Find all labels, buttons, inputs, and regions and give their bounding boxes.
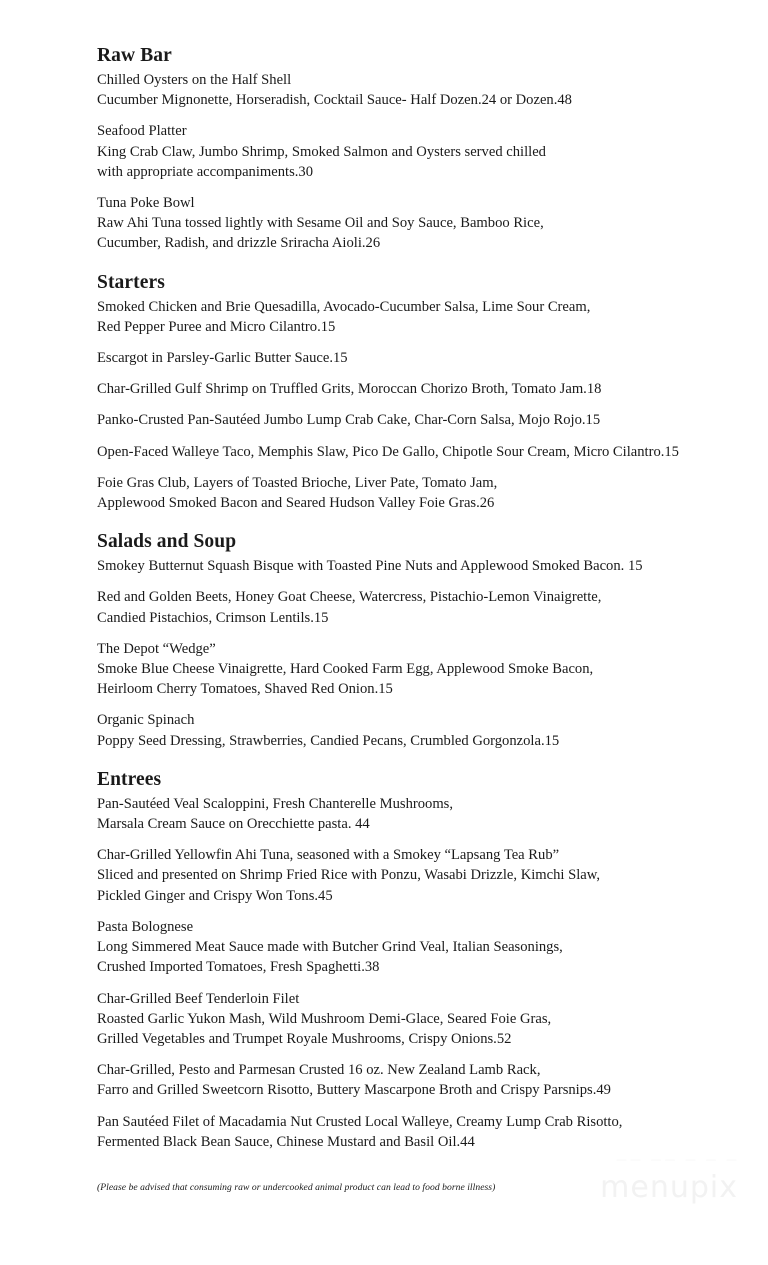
menu-item-description: Roasted Garlic Yukon Mash, Wild Mushroom Demi-Glace, Seared Foie Gras, — [97, 1010, 552, 1027]
menu-item — [97, 193, 740, 254]
menu-item — [97, 587, 740, 627]
menu-item — [97, 710, 740, 750]
watermark-subtext: —— —— — — — — [616, 1153, 740, 1166]
menu-item — [97, 639, 740, 700]
menu-item-description: Heirloom Cherry Tomatoes, Shaved Red Onion.15 — [97, 681, 393, 698]
menu-item — [97, 794, 740, 834]
menu-item — [97, 989, 740, 1050]
menu-item — [97, 70, 740, 110]
menu-section — [97, 271, 740, 514]
section-heading: Starters — [97, 271, 165, 293]
menu-item-name: Organic Spinach — [97, 712, 195, 729]
section-heading: Entrees — [97, 768, 162, 790]
menu-item-description: Poppy Seed Dressing, Strawberries, Candied Pecans, Crumbled Gorgonzola.15 — [97, 732, 560, 749]
menu-item — [97, 917, 740, 978]
menu-item-description: with appropriate accompaniments.30 — [97, 163, 313, 180]
menu-sections — [97, 44, 740, 1152]
menu-item-name: Foie Gras Club, Layers of Toasted Brioche, Liver Pate, Tomato Jam, — [97, 474, 498, 491]
menu-item — [97, 379, 740, 399]
menu-item-name: Pasta Bolognese — [97, 918, 194, 935]
menu-item-name: Smokey Butternut Squash Bisque with Toasted Pine Nuts and Applewood Smoked Bacon. 15 — [97, 558, 643, 575]
menu-item-description: Smoke Blue Cheese Vinaigrette, Hard Cooked Farm Egg, Applewood Smoke Bacon, — [97, 661, 594, 678]
menu-item-name: Char-Grilled Yellowfin Ahi Tuna, seasoned with a Smokey “Lapsang Tea Rub” — [97, 847, 560, 864]
menu-item-description: Farro and Grilled Sweetcorn Risotto, Buttery Mascarpone Broth and Crispy Parsnips.49 — [97, 1082, 611, 1099]
menu-item-description: Fermented Black Bean Sauce, Chinese Mustard and Basil Oil.44 — [97, 1133, 475, 1150]
menu-item-name: Panko-Crusted Pan-Sautéed Jumbo Lump Crab Cake, Char-Corn Salsa, Mojo Rojo.15 — [97, 412, 601, 429]
section-heading: Salads and Soup — [97, 531, 237, 553]
menu-item-description: Candied Pistachios, Crimson Lentils.15 — [97, 609, 329, 626]
menu-item-name: Open-Faced Walleye Taco, Memphis Slaw, Pico De Gallo, Chipotle Sour Cream, Micro Cilantro.15 — [97, 443, 679, 460]
menu-item-name: Char-Grilled Beef Tenderloin Filet — [97, 990, 300, 1007]
menu-item — [97, 1060, 740, 1100]
menu-item-description: Cucumber, Radish, and drizzle Sriracha Aioli.26 — [97, 235, 381, 252]
menu-item-description: Marsala Cream Sauce on Orecchiette pasta. 44 — [97, 816, 370, 833]
menu-item-description: Cucumber Mignonette, Horseradish, Cocktail Sauce- Half Dozen.24 or Dozen.48 — [97, 92, 572, 109]
menu-item-description: Pickled Ginger and Crispy Won Tons.45 — [97, 887, 333, 904]
menu-item-name: Pan-Sautéed Veal Scaloppini, Fresh Chanterelle Mushrooms, — [97, 795, 453, 812]
menu-item-name: The Depot “Wedge” — [97, 640, 216, 657]
menu-item-name: Char-Grilled, Pesto and Parmesan Crusted 16 oz. New Zealand Lamb Rack, — [97, 1062, 541, 1079]
menu-section — [97, 530, 740, 751]
menu-item — [97, 1112, 740, 1152]
menu-item-description: Raw Ahi Tuna tossed lightly with Sesame Oil and Soy Sauce, Bamboo Rice, — [97, 215, 544, 232]
menu-item-description: Sliced and presented on Shrimp Fried Rice with Ponzu, Wasabi Drizzle, Kimchi Slaw, — [97, 867, 601, 884]
menu-item-name: Seafood Platter — [97, 123, 187, 140]
menu-item-description: Grilled Vegetables and Trumpet Royale Mushrooms, Crispy Onions.52 — [97, 1030, 512, 1047]
menu-item — [97, 348, 740, 368]
menu-item-name: Char-Grilled Gulf Shrimp on Truffled Grits, Moroccan Chorizo Broth, Tomato Jam.18 — [97, 381, 602, 398]
menu-item-description: Long Simmered Meat Sauce made with Butcher Grind Veal, Italian Seasonings, — [97, 939, 563, 956]
menu-item-name: Tuna Poke Bowl — [97, 195, 195, 212]
menu-section — [97, 44, 740, 254]
menu-item — [97, 442, 740, 462]
menu-section — [97, 768, 740, 1152]
menu-item-description: Crushed Imported Tomatoes, Fresh Spaghetti.38 — [97, 959, 380, 976]
menu-item — [97, 473, 740, 513]
section-heading: Raw Bar — [97, 45, 172, 66]
menu-item — [97, 121, 740, 182]
menu-item — [97, 556, 740, 576]
menu-item-name: Pan Sautéed Filet of Macadamia Nut Crusted Local Walleye, Creamy Lump Crab Risotto, — [97, 1113, 623, 1130]
menu-item-name: Escargot in Parsley-Garlic Butter Sauce.15 — [97, 350, 348, 367]
menu-item-description: Red Pepper Puree and Micro Cilantro.15 — [97, 318, 336, 335]
menu-item — [97, 410, 740, 430]
menu-item-name: Smoked Chicken and Brie Quesadilla, Avocado-Cucumber Salsa, Lime Sour Cream, — [97, 298, 591, 315]
menupix-watermark: menupix — [600, 1170, 738, 1205]
disclaimer-text: (Please be advised that consuming raw or undercooked animal product can lead to food borne illness) — [97, 1181, 496, 1193]
menu-item — [97, 845, 740, 906]
menu-item-name: Chilled Oysters on the Half Shell — [97, 72, 292, 88]
menu-item-description: Applewood Smoked Bacon and Seared Hudson Valley Foie Gras.26 — [97, 495, 495, 512]
menu-item — [97, 297, 740, 337]
menu-item-description: King Crab Claw, Jumbo Shrimp, Smoked Salmon and Oysters served chilled — [97, 143, 546, 160]
menu-item-name: Red and Golden Beets, Honey Goat Cheese, Watercress, Pistachio-Lemon Vinaigrette, — [97, 589, 602, 606]
